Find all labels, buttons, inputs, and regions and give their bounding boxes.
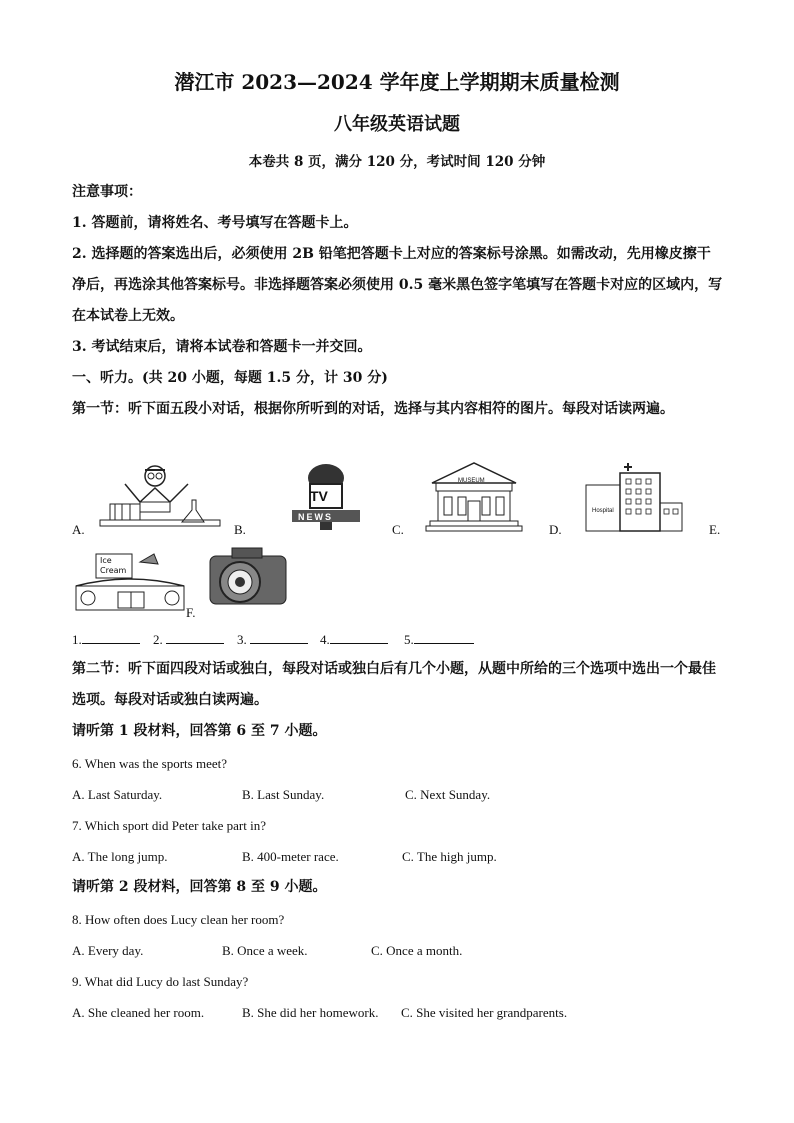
exam-info: 本卷共 8 页，满分 120 分，考试时间 120 分钟 [248, 154, 546, 170]
section1-heading: 一、听力。(共 20 小题，每题 1.5 分，计 30 分) [72, 370, 388, 386]
picture-label-f: F. [186, 605, 196, 620]
question-6: 6. When was the sports meet? [72, 756, 227, 771]
question-7: 7. Which sport did Peter take part in? [72, 818, 266, 833]
page-title: 潜江市 2023—2024 学年度上学期期末质量检测 [174, 70, 620, 94]
cream-label: Cream [100, 566, 127, 575]
note-item-3: 3. 考试结束后，请将本试卷和答题卡一并交回。 [72, 339, 372, 355]
picture-label-b: B. [234, 522, 246, 537]
camera-icon [206, 544, 290, 608]
note-item-1: 1. 答题前，请将姓名、考号填写在答题卡上。 [72, 215, 358, 231]
option-7b: B. 400-meter race. [242, 849, 339, 864]
group1-heading: 请听第 1 段材料，回答第 6 至 7 小题。 [72, 723, 327, 739]
scientist-lab-icon [100, 462, 220, 532]
answer-blank-2: 2. [153, 631, 224, 648]
picture-label-c: C. [392, 522, 404, 537]
answer-blank-5: 5. [404, 631, 474, 648]
museum-sign: MUSEUM [458, 478, 485, 484]
answer-blank-1: 1. [72, 631, 140, 648]
group2-heading: 请听第 2 段材料，回答第 8 至 9 小题。 [72, 879, 327, 895]
option-6b: B. Last Sunday. [242, 787, 325, 802]
question-9: 9. What did Lucy do last Sunday? [72, 974, 249, 989]
answer-blank-4: 4. [320, 631, 388, 648]
picture-label-a: A. [72, 522, 85, 537]
part1-instructions: 第一节：听下面五段小对话，根据你所听到的对话，选择与其内容相符的图片。每段对话读两遍。 [72, 401, 674, 417]
note-item-2: 2. 选择题的答案选出后，必须使用 2B 铅笔把答题卡上对应的答案标号涂黑。如需改动，先用橡皮擦干净后，再选涂其他答案标号。非选择题答案必须使用 0.5 毫米黑色签字笔填写在答题卡对应的区域内，写在本试卷上无效。 [72, 246, 723, 324]
news-label: NEWS [298, 512, 333, 522]
option-6a: A. Last Saturday. [72, 787, 163, 802]
question-8: 8. How often does Lucy clean her room? [72, 912, 285, 927]
museum-icon [426, 461, 522, 533]
ice-label: Ice [100, 556, 112, 565]
picture-label-d: D. [549, 522, 562, 537]
notes-heading: 注意事项： [72, 184, 142, 200]
option-9c: C. She visited her grandparents. [401, 1005, 568, 1020]
option-6c: C. Next Sunday. [405, 787, 491, 802]
picture-label-e: E. [709, 522, 721, 537]
part2-instructions: 第二节：听下面四段对话或独白，每段对话或独白后有几个小题，从题中所给的三个选项中选出一个最佳选项。每段对话或独白读两遍。 [72, 661, 716, 708]
option-7a: A. The long jump. [72, 849, 168, 864]
option-7c: C. The high jump. [402, 849, 497, 864]
answer-blank-3: 3. [237, 631, 308, 648]
tv-label: TV [310, 488, 328, 504]
page-subtitle: 八年级英语试题 [334, 114, 460, 135]
option-8c: C. Once a month. [371, 943, 463, 958]
option-9a: A. She cleaned her room. [72, 1005, 205, 1020]
option-8a: A. Every day. [72, 943, 144, 958]
option-9b: B. She did her homework. [242, 1005, 379, 1020]
ice-cream-shop-icon [74, 552, 186, 614]
option-8b: B. Once a week. [222, 943, 308, 958]
hospital-icon [584, 463, 684, 533]
hospital-sign: Hospital [592, 508, 614, 514]
